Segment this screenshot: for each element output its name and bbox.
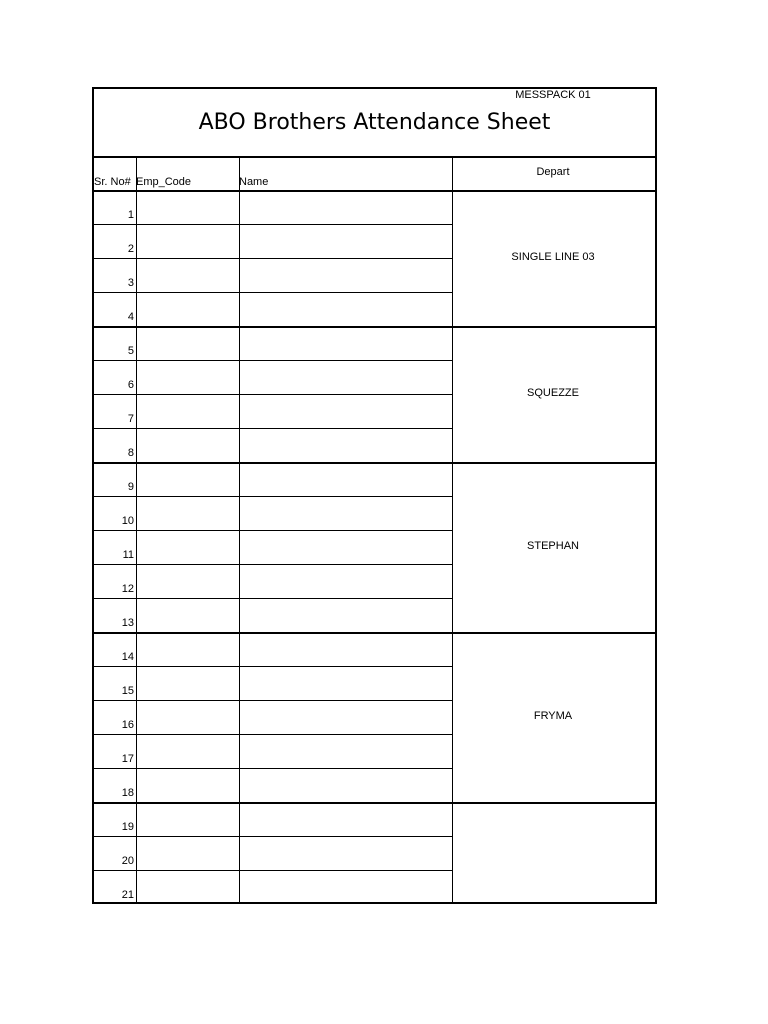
row-number: 16	[121, 719, 134, 731]
row-number: 21	[121, 889, 134, 901]
row-number: 1	[127, 209, 134, 221]
department-divider	[94, 802, 655, 804]
column-divider	[136, 156, 137, 902]
header-name: Name	[239, 176, 269, 188]
row-divider	[94, 360, 452, 361]
department-divider	[94, 632, 655, 634]
row-divider	[94, 768, 452, 769]
row-number: 17	[121, 753, 134, 765]
row-divider	[94, 836, 452, 837]
header-sr-no: Sr. No#	[94, 176, 131, 188]
row-number: 12	[121, 583, 134, 595]
row-number: 5	[127, 345, 134, 357]
attendance-sheet	[92, 87, 657, 904]
row-number: 4	[127, 311, 134, 323]
department-label: FRYMA	[533, 710, 573, 722]
row-divider	[94, 224, 452, 225]
row-divider	[94, 292, 452, 293]
row-number: 3	[127, 277, 134, 289]
header-emp-code: Emp_Code	[136, 176, 192, 188]
department-label: MESSPACK 01	[515, 89, 591, 101]
row-number: 9	[127, 481, 134, 493]
row-divider	[94, 598, 452, 599]
row-number: 20	[121, 855, 134, 867]
row-number: 18	[121, 787, 134, 799]
row-divider	[94, 700, 452, 701]
department-divider	[94, 326, 655, 328]
column-divider	[239, 156, 240, 902]
row-number: 19	[121, 821, 134, 833]
row-number: 7	[127, 413, 134, 425]
department-divider	[94, 462, 655, 464]
row-number: 15	[121, 685, 134, 697]
department-label: STEPHAN	[527, 540, 579, 552]
row-number: 13	[121, 617, 134, 629]
row-number: 14	[121, 651, 134, 663]
row-divider	[94, 530, 452, 531]
department-label: SQUEZZE	[527, 387, 579, 399]
row-divider	[94, 496, 452, 497]
row-divider	[94, 870, 452, 871]
row-divider	[94, 428, 452, 429]
sheet-title: ABO Brothers Attendance Sheet	[198, 110, 551, 135]
department-label: SINGLE LINE 03	[511, 251, 595, 263]
row-divider	[94, 734, 452, 735]
column-divider	[452, 156, 453, 902]
row-number: 11	[122, 549, 134, 561]
row-number: 6	[127, 379, 134, 391]
row-number: 8	[127, 447, 134, 459]
row-number: 10	[121, 515, 134, 527]
row-divider	[94, 564, 452, 565]
header-divider	[94, 190, 655, 192]
row-divider	[94, 258, 452, 259]
row-number: 2	[127, 243, 134, 255]
row-divider	[94, 394, 452, 395]
header-depart: Depart	[536, 166, 570, 178]
row-divider	[94, 666, 452, 667]
